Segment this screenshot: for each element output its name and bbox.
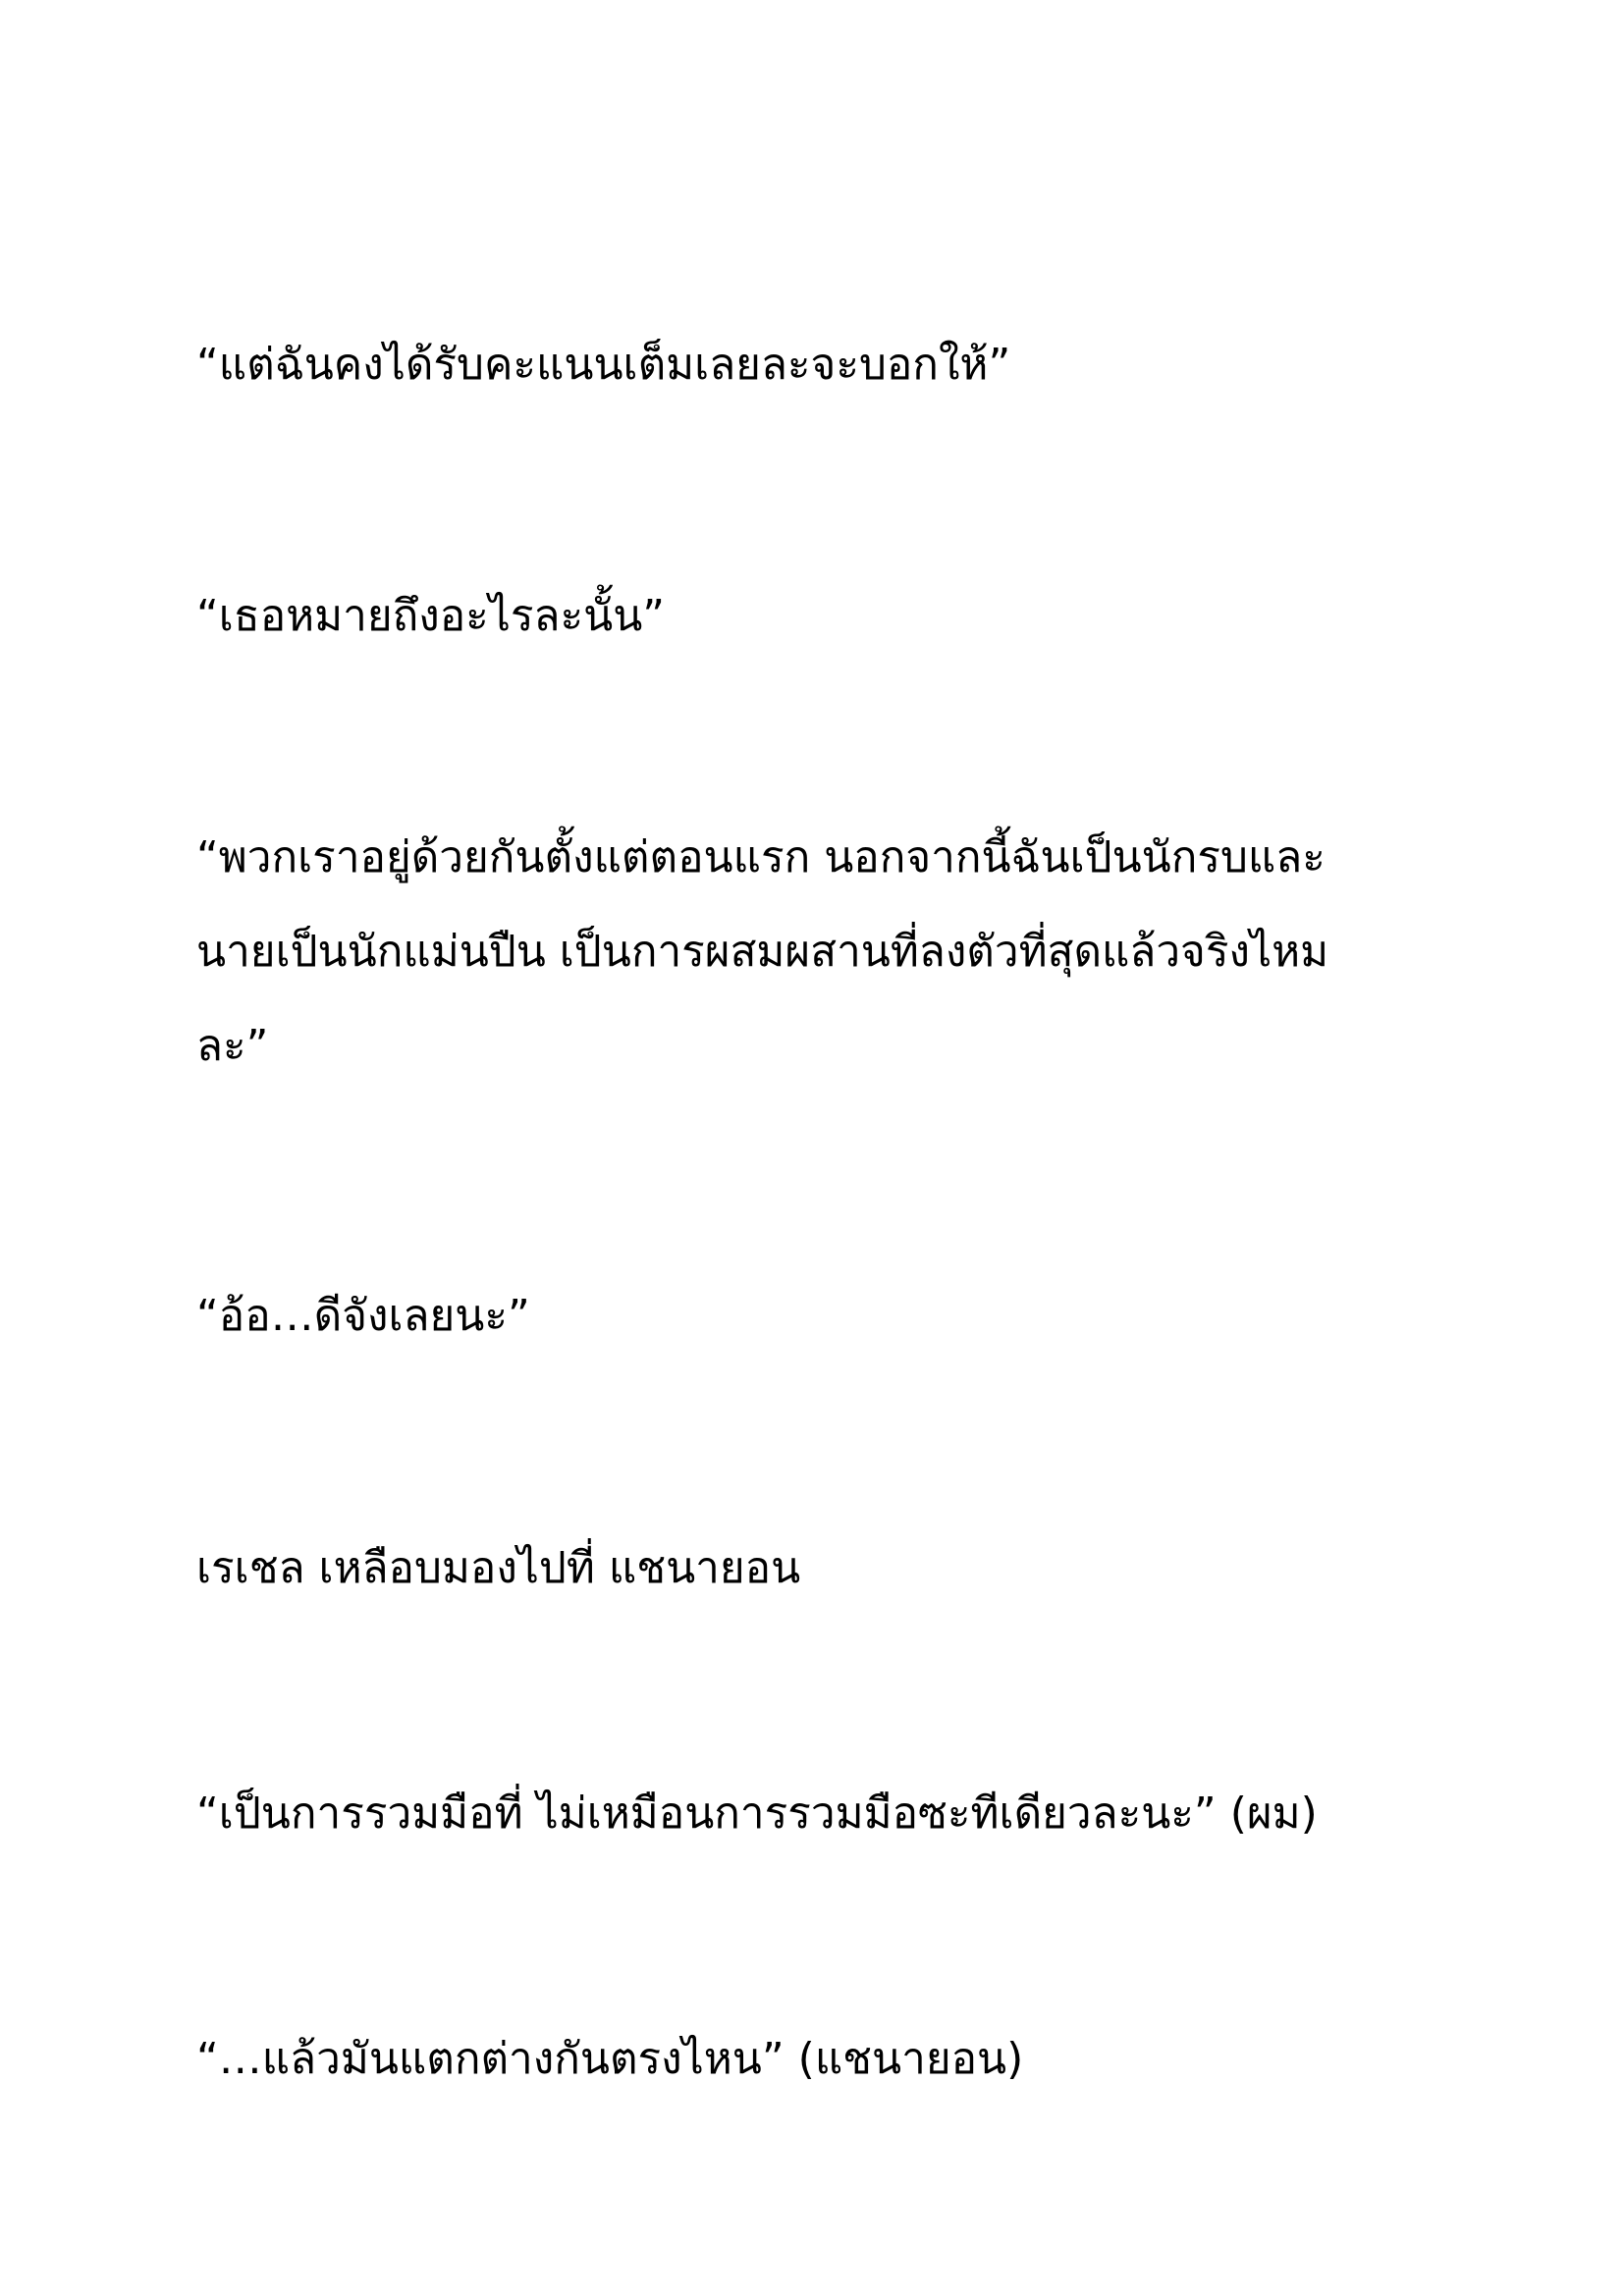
text-line: “…แล้วมันแตกต่างกันตรงไหน” (แชนายอน): [196, 2034, 1024, 2084]
text-line: นายเป็นนักแม่นปืน เป็นการผสมผสานที่ลงตัวที่สุดแล้วจริงไหม: [196, 927, 1329, 977]
text-line: ละ”: [196, 1021, 269, 1071]
paragraph-2: [196, 569, 1434, 664]
text-line: “เป็นการรวมมือที่ ไม่เหมือนการรวมมือซะทีเดียวละนะ” (ผม): [196, 1789, 1318, 1839]
paragraph-4: [196, 1269, 1434, 1363]
text-line: “อ้อ…ดีจังเลยนะ”: [196, 1291, 530, 1341]
text-line: เรเชล เหลือบมองไปที่ แชนายอน: [196, 1543, 801, 1593]
paragraph-7: [196, 2012, 1434, 2107]
paragraph-6: [196, 1767, 1434, 1861]
text-line: “เธอหมายถึงอะไรละนั้น”: [196, 591, 666, 641]
paragraph-3: [196, 811, 1434, 1094]
paragraph-1: [196, 318, 1434, 412]
text-line: “แต่ฉันคงได้รับคะแนนเต็มเลยละจะบอกให้”: [196, 340, 1011, 390]
paragraph-5: [196, 1522, 1434, 1616]
text-line: “พวกเราอยู่ด้วยกันตั้งแต่ตอนแรก นอกจากนี้ฉันเป็นนักรบและ: [196, 832, 1326, 882]
